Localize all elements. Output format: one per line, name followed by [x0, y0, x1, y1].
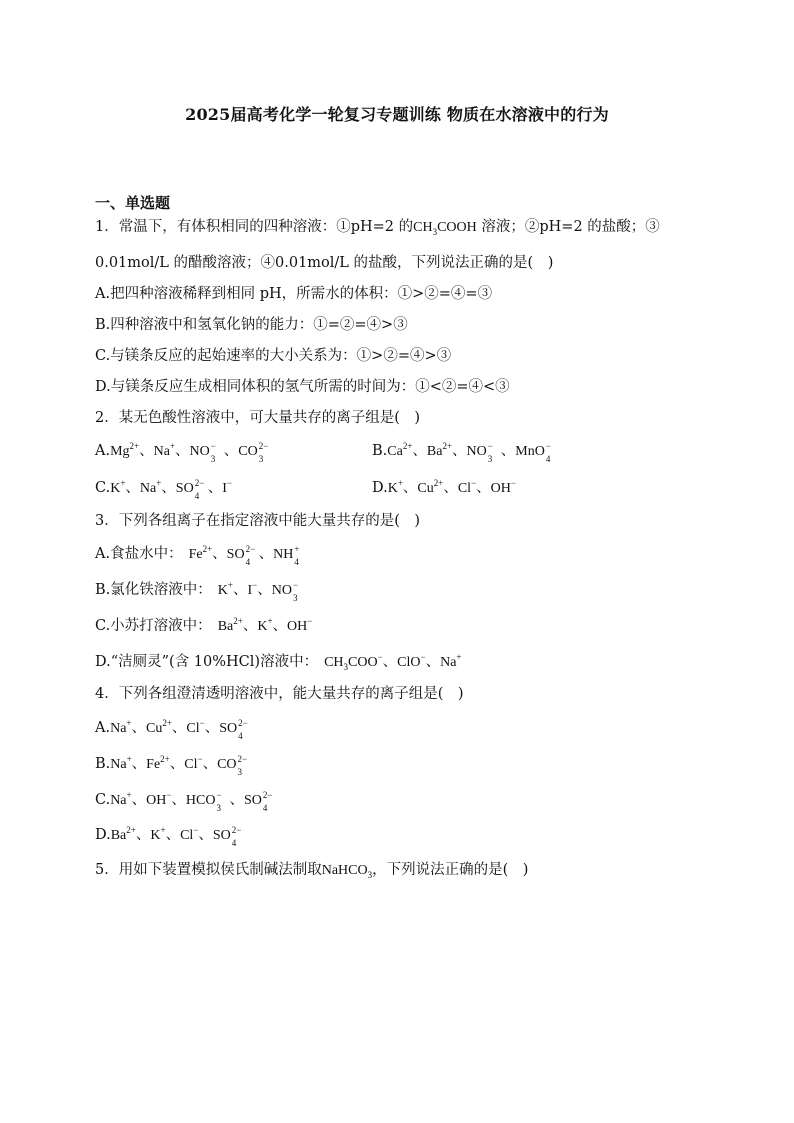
q1-formula: $CH_3COOH$ — [413, 220, 477, 237]
q1-option-a: A.把四种溶液稀释到相同 pH，所需水的体积：①>②=④=③ — [95, 286, 493, 302]
q5-stem: 5．用如下装置模拟侯氏制碱法制取NaHCO$_3$，下列说法正确的是( ) — [95, 862, 529, 880]
q3-option-c: C.小苏打溶液中： $Ba^{2+}$、K+、OH− — [95, 616, 313, 634]
q1-stem-text-b: 溶液；②pH=2 的盐酸；③ — [476, 219, 660, 235]
q2-option-b: $B.Ca^{2+}$、$Ba^{2+}$、NO − 3 、MnO − 4 — [372, 441, 551, 464]
q2-option-a: $A.Mg^{2+}$、Na+、NO − 3 、CO 2− 3 — [95, 441, 269, 464]
q4-stem: 4．下列各组澄清透明溶液中，能大量共存的离子组是( ) — [95, 686, 464, 702]
q3-option-a: A.食盐水中： $Fe^{2+}$、SO 2− 4 、NH + 4 — [95, 544, 300, 567]
q1-stem-line2: 0.01mol/L 的醋酸溶液；④0.01mol/L 的盐酸，下列说法正确的是( ) — [95, 255, 554, 271]
q1-option-c: C.与镁条反应的起始速率的大小关系为：①>②=④>③ — [95, 348, 452, 364]
q4-option-c: C.Na+、OH−、HCO − 3 、SO 2− 4 — [95, 790, 273, 813]
q2-stem: 2．某无色酸性溶液中，可大量共存的离子组是( ) — [95, 410, 421, 426]
q1-option-b: B.四种溶液中和氢氧化钠的能力：①=②=④>③ — [95, 317, 408, 333]
q4-option-d: $D.Ba^{2+}$、K+、Cl−、SO 2− 4 — [95, 825, 242, 848]
document-title: 2025届高考化学一轮复习专题训练 物质在水溶液中的行为 — [185, 105, 609, 124]
q3-option-d: D.“洁厕灵”(含 10%HCl)溶液中： $CH_3COO^-$、ClO−、Na+ — [95, 652, 462, 672]
q2-option-c: C.K+、Na+、SO 2− 4 、I− — [95, 478, 232, 501]
q3-stem: 3．下列各组离子在指定溶液中能大量共存的是( ) — [95, 513, 421, 529]
q3-option-b: B.氯化铁溶液中： K+、I−、NO − 3 — [95, 580, 299, 603]
q4-option-b: B.Na+、$Fe^{2+}$、Cl−、CO 2− 3 — [95, 754, 248, 777]
section-heading: 一、单选题 — [95, 194, 171, 212]
q1-stem-line1 — [95, 217, 660, 238]
q1-stem-text-a: 1．常温下，有体积相同的四种溶液：①pH=2 的 — [95, 219, 414, 235]
q2-option-d: D.K+、$Cu^{2+}$、Cl−、OH− — [372, 478, 516, 496]
q1-option-d: D.与镁条反应生成相同体积的氢气所需的时间为：①<②=④<③ — [95, 379, 510, 395]
q4-option-a: A.Na+、$Cu^{2+}$、Cl−、SO 2− 4 — [95, 718, 248, 741]
